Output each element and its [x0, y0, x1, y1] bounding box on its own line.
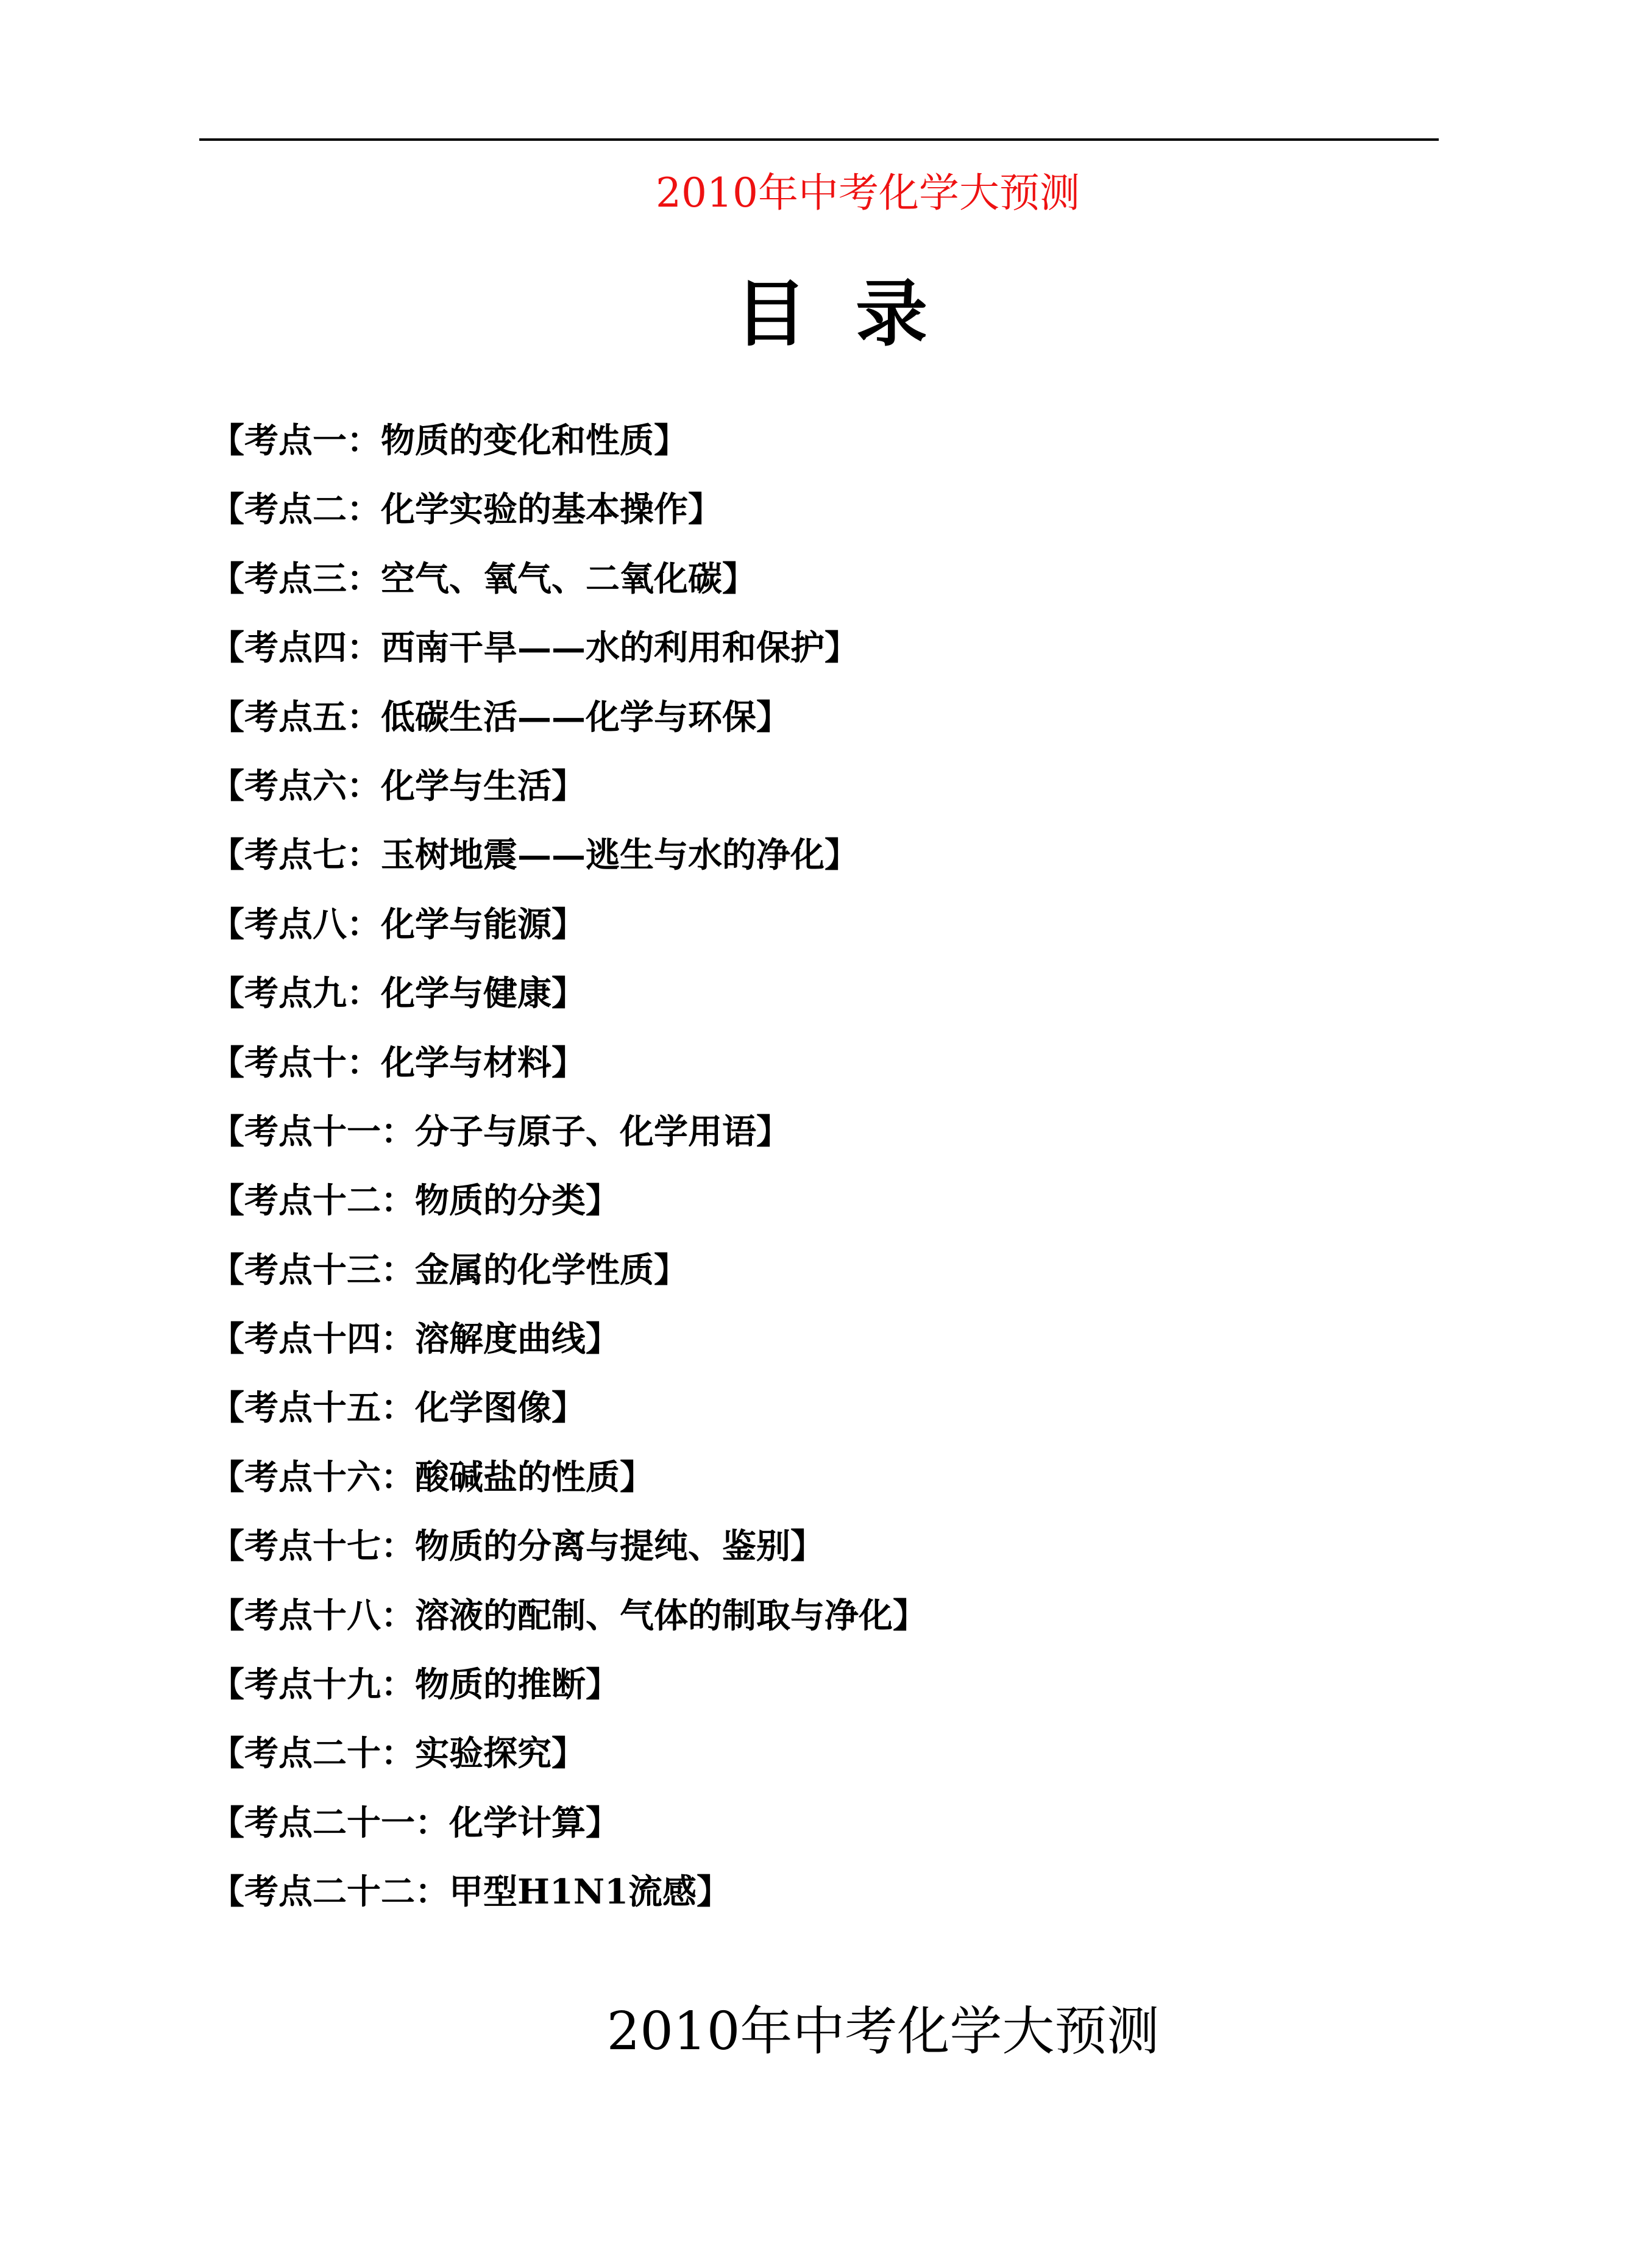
toc-item-5[interactable]: 【考点五：低碳生活——化学与环保】 [210, 697, 790, 738]
toc-item-10[interactable]: 【考点十：化学与材料】 [210, 1042, 586, 1083]
footer-title: 2010年中考化学大预测 [606, 2001, 1160, 2062]
toc-heading: 目录 [734, 271, 976, 356]
toc-item-8[interactable]: 【考点八：化学与能源】 [210, 904, 586, 945]
toc-item-14[interactable]: 【考点十四：溶解度曲线】 [210, 1319, 620, 1360]
toc-item-2[interactable]: 【考点二：化学实验的基本操作】 [210, 489, 722, 530]
toc-item-18[interactable]: 【考点十八：溶液的配制、气体的制取与净化】 [210, 1595, 927, 1636]
toc-item-4[interactable]: 【考点四：西南干旱——水的利用和保护】 [210, 628, 859, 669]
toc-item-3[interactable]: 【考点三：空气、氧气、二氧化碳】 [210, 558, 756, 599]
header-rule [199, 138, 1439, 141]
toc-item-15[interactable]: 【考点十五：化学图像】 [210, 1388, 586, 1429]
toc-item-21[interactable]: 【考点二十一：化学计算】 [210, 1802, 620, 1843]
toc-item-9[interactable]: 【考点九：化学与健康】 [210, 973, 586, 1014]
toc-item-11[interactable]: 【考点十一：分子与原子、化学用语】 [210, 1111, 790, 1152]
toc-item-13[interactable]: 【考点十三：金属的化学性质】 [210, 1250, 688, 1290]
toc-item-17[interactable]: 【考点十七：物质的分离与提纯、鉴别】 [210, 1526, 824, 1567]
toc-item-1[interactable]: 【考点一：物质的变化和性质】 [210, 421, 688, 461]
toc-item-7[interactable]: 【考点七：玉树地震——逃生与水的净化】 [210, 835, 859, 876]
toc-item-19[interactable]: 【考点十九：物质的推断】 [210, 1665, 620, 1705]
toc-item-6[interactable]: 【考点六：化学与生活】 [210, 766, 586, 806]
toc-item-20[interactable]: 【考点二十：实验探究】 [210, 1733, 586, 1774]
toc-item-12[interactable]: 【考点十二：物质的分类】 [210, 1181, 620, 1221]
header-title: 2010年中考化学大预测 [656, 169, 1080, 216]
toc-item-22[interactable]: 【考点二十二：甲型H1N1流感】 [210, 1872, 731, 1913]
toc-list [210, 413, 927, 1934]
toc-item-16[interactable]: 【考点十六：酸碱盐的性质】 [210, 1457, 654, 1498]
